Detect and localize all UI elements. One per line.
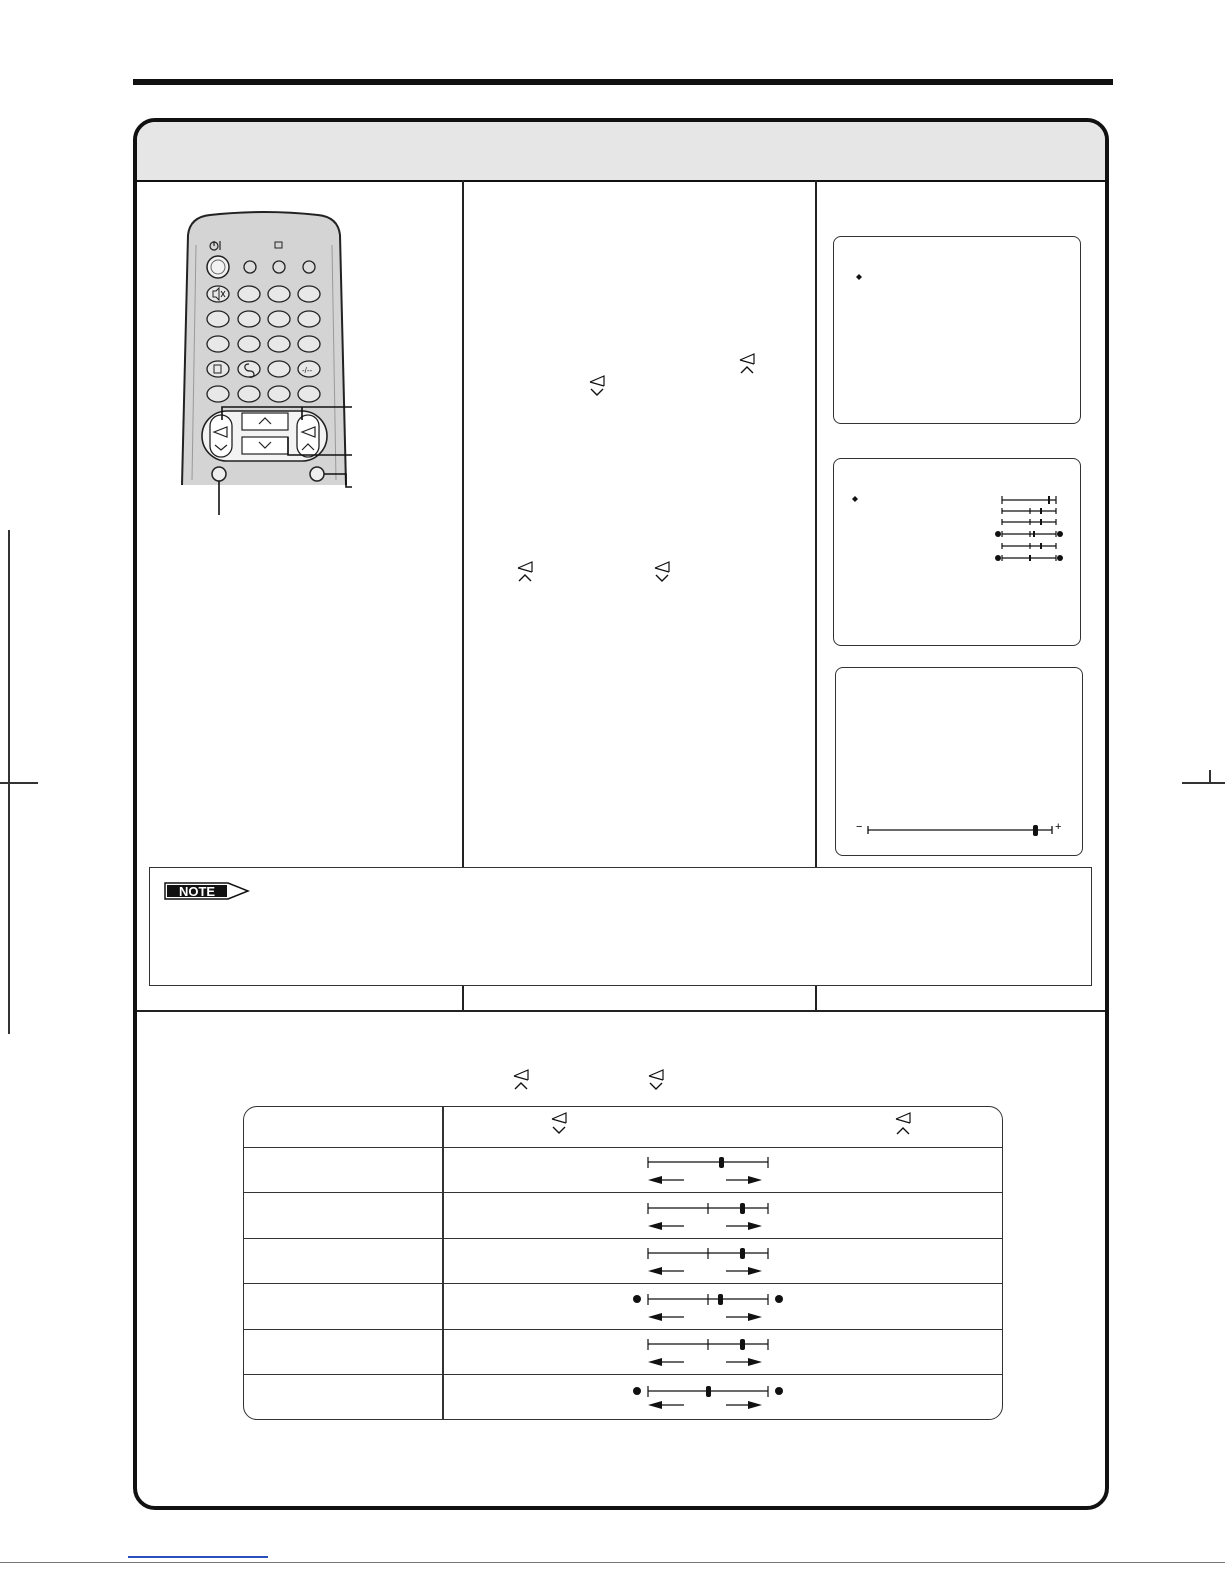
bottom-rule: [0, 1562, 1225, 1563]
picture-menu-sliders: [834, 459, 1082, 647]
note-tag: [164, 880, 250, 902]
channel-up-button[interactable]: [242, 413, 288, 430]
volume-up-symbol-adjust: [515, 560, 537, 584]
minus-sign: −: [856, 821, 863, 833]
osd-picture-menu-screen: [833, 458, 1081, 646]
volume-down-symbol-adjust: [652, 560, 674, 584]
volume-up-symbol-step: [737, 352, 759, 376]
lower-section-divider: [137, 1010, 1105, 1012]
adjust-slider: [836, 668, 1084, 857]
volume-up-symbol-table: [896, 1113, 910, 1134]
channel-down-button[interactable]: [242, 437, 288, 454]
top-rule: [133, 79, 1113, 85]
menu-cursor-icon: [852, 496, 858, 502]
volume-up-symbol-lower: [511, 1068, 533, 1092]
osd-adjust-screen: [835, 667, 1083, 856]
volume-down-symbol-lower: [646, 1068, 668, 1092]
volume-up-button[interactable]: [297, 415, 319, 457]
remote-control-illustration: [160, 205, 375, 520]
plus-sign: +: [1055, 821, 1062, 833]
footer-link-underline: [128, 1556, 268, 1558]
note-box: [149, 867, 1092, 986]
table-graphics: [244, 1107, 1003, 1420]
osd-menu-screen: [833, 236, 1081, 424]
volume-down-symbol-table: [552, 1113, 566, 1133]
dash-icon: -/--: [302, 366, 313, 375]
section-header: [137, 122, 1105, 182]
menu-cursor-icon: [856, 274, 862, 280]
volume-down-symbol-step: [587, 374, 609, 398]
crop-mark-right-tick: [1209, 770, 1211, 784]
crop-mark-right-horizontal: [1182, 782, 1225, 784]
note-label: NOTE: [178, 884, 216, 899]
menu-button[interactable]: [212, 467, 226, 481]
crop-mark-left-horizontal: [0, 782, 38, 784]
adjustment-table: [243, 1106, 1003, 1420]
return-button[interactable]: [310, 467, 324, 481]
power-button[interactable]: [207, 256, 229, 278]
